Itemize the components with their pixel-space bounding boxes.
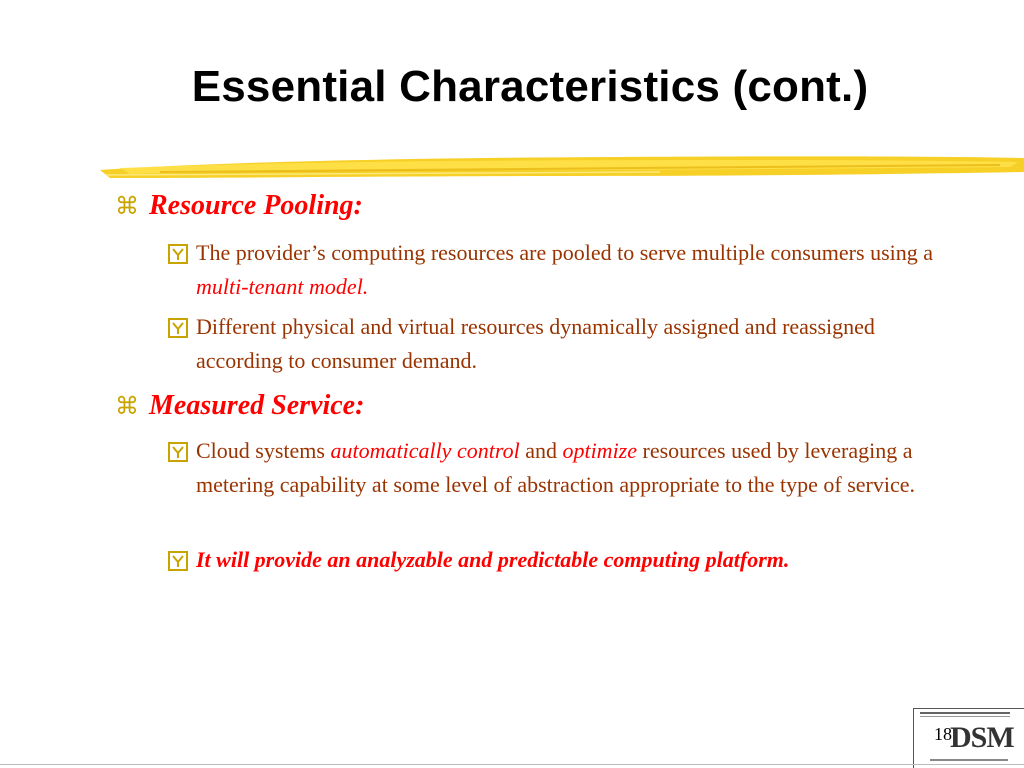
logo-mark: DSM bbox=[950, 721, 1014, 754]
item-text: The provider’s computing resources are pooled to serve multiple consumers using a bbox=[196, 240, 934, 265]
item-emphasis: automatically control bbox=[330, 438, 520, 463]
item-text: resources used by leveraging a metering capability at some level of abstraction appropriate to the type of service. bbox=[196, 438, 916, 497]
slide-title: Essential Characteristics (cont.) bbox=[191, 62, 869, 111]
bottom-divider bbox=[0, 764, 1024, 765]
command-key-bullet-icon: ⌘ bbox=[115, 394, 139, 420]
list-item bbox=[196, 236, 956, 304]
section-heading-resource-pooling bbox=[115, 190, 363, 222]
list-item bbox=[196, 434, 956, 502]
section-heading-text: Measured Service: bbox=[149, 390, 365, 421]
logo-rule bbox=[920, 716, 1010, 717]
checkbox-y-bullet-icon bbox=[168, 551, 188, 571]
command-key-bullet-icon: ⌘ bbox=[115, 194, 139, 220]
item-text: Different physical and virtual resources dynamically assigned and reassigned according to consumer demand. bbox=[196, 314, 875, 373]
dsm-logo bbox=[913, 708, 1024, 768]
page-number: 18 bbox=[934, 724, 952, 744]
item-text: and bbox=[519, 438, 563, 463]
item-emphasis-bold: It will provide an analyzable and predictable computing platform. bbox=[196, 547, 790, 572]
logo-rule bbox=[920, 712, 1010, 714]
checkbox-y-bullet-icon bbox=[168, 244, 188, 264]
checkbox-y-bullet-icon bbox=[168, 442, 188, 462]
item-text: Cloud systems bbox=[196, 438, 331, 463]
list-item bbox=[196, 543, 996, 577]
logo-rule bbox=[930, 759, 1008, 761]
section-heading-measured-service bbox=[115, 390, 364, 422]
list-item bbox=[196, 310, 956, 378]
section-heading-text: Resource Pooling: bbox=[149, 190, 363, 221]
item-emphasis: optimize bbox=[562, 438, 638, 463]
item-emphasis: multi-tenant model. bbox=[196, 274, 369, 299]
checkbox-y-bullet-icon bbox=[168, 318, 188, 338]
